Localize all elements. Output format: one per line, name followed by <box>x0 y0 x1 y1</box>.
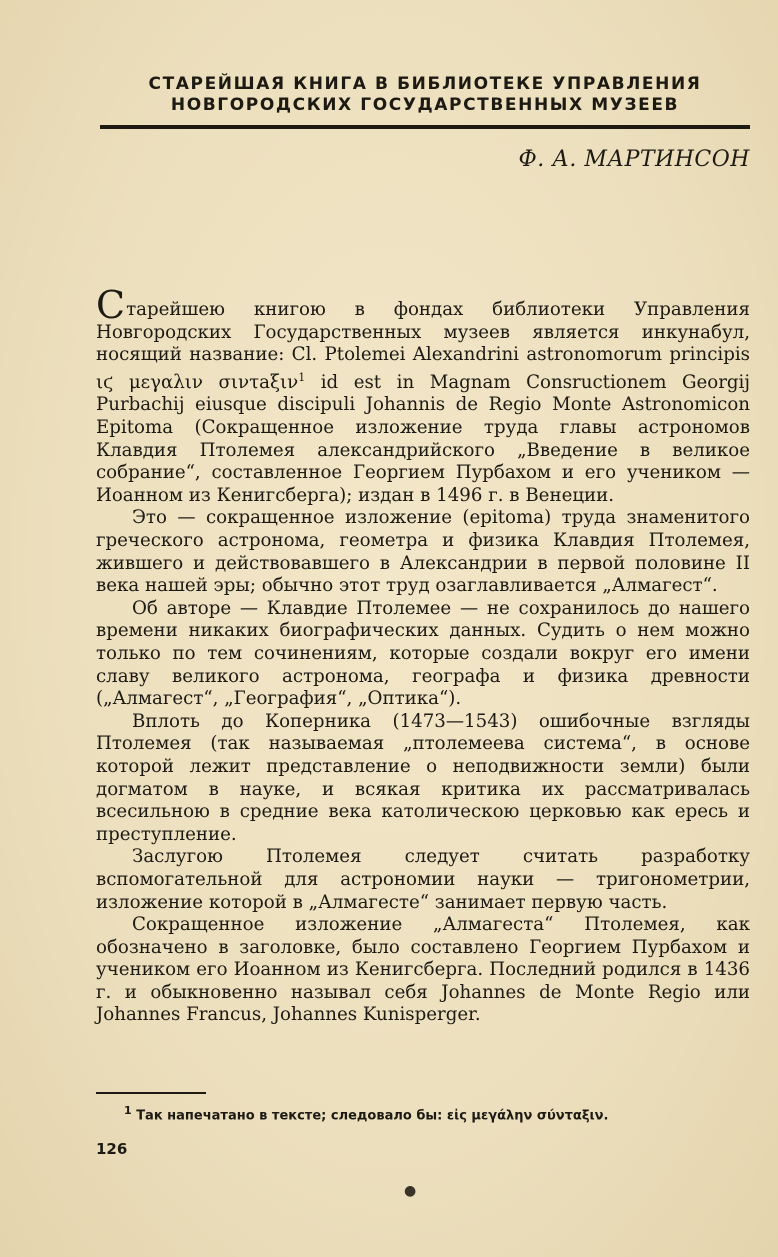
footnote <box>124 1104 724 1123</box>
paragraph-1-text-a: тарейшею книгою в фондах библиотеки Управления Новгородских Государственных музеев является инкунабул, носящий название: Cl. Ptolemei Alexandrini astronomorum principis ιϛ μεγαλιν σιντaξιν <box>96 299 750 393</box>
drop-cap: С <box>96 283 126 327</box>
paragraph-1 <box>96 283 751 507</box>
paragraph-6: Сокращенное изложение „Алмагеста“ Птолемея, как обозначено в заголовке, было составлено Георгием Пурбахом и учеником его Иоанном из Кенигсберга. Последний родился в 1436 г. и обыкновенно называл себя Johannes de Monte Regio или Johannes Francus, Johannes Kunisperger. <box>96 914 750 1026</box>
paragraph-1-text-b: id est in Magnam Consructionem Georgij Purbachij eiusque discipuli Johannis de Regio Monte Astronomicon Epitoma (Сокращенное изложение труда главы астрономов Клавдия Птолемея александрийского „Введение в великое собрание“, составленное Георгием Пурбахом и его учеником — Иоанном из Кенигсберга); издан в 1496 г. в Венеции. <box>96 371 751 506</box>
footnote-reference: 1 <box>298 370 306 384</box>
paragraph-4: Вплоть до Коперника (1473—1543) ошибочные взгляды Птолемея (так называемая „птолемеева система“, в основе которой лежит представление о неподвижности земли) были догматом в науке, и всякая критика их рассматривалась всесильною в средние века католическою церковью как ересь и преступление. <box>96 710 750 845</box>
ink-blot-mark: ● <box>404 1183 417 1199</box>
title-line-2: НОВГОРОДСКИХ ГОСУДАРСТВЕННЫХ МУЗЕЕВ <box>170 95 680 115</box>
author-name: Ф. А. МАРТИНСОН <box>518 147 750 172</box>
title-line-1: СТАРЕЙШАЯ КНИГА В БИБЛИОТЕКЕ УПРАВЛЕНИЯ <box>148 74 702 94</box>
title-rule <box>100 125 750 129</box>
paragraph-5: Заслугою Птолемея следует считать разработку вспомогательной для астрономии науки — тригонометрии, изложение которой в „Алмагесте“ занимает первую часть. <box>96 846 750 913</box>
footnote-text: Так напечатано в тексте; следовало бы: εἰς μεγάλην σύνταξιν. <box>136 1108 609 1124</box>
footnote-marker: 1 <box>124 1104 132 1117</box>
paragraph-2: Это — сокращенное изложение (epitoma) труда знаменитого греческого астронома, геометра и физика Клавдия Птолемея, жившего и действовавшего в Александрии в первой половине II века нашей эры; обычно этот труд озаглавливается „Алмагест“. <box>96 507 750 597</box>
footnote-rule <box>96 1092 206 1094</box>
paragraph-3: Об авторе — Клавдие Птолемее — не сохранилось до нашего времени никаких биографических данных. Судить о нем можно только по тем сочинениям, которые создали вокруг его имени славу великого астронома, географа и физика древности („Алмагест“, „География“, „Оптика“). <box>96 597 750 710</box>
article-body <box>96 283 751 1027</box>
article-title <box>100 74 750 116</box>
page-number: 126 <box>96 1140 128 1158</box>
